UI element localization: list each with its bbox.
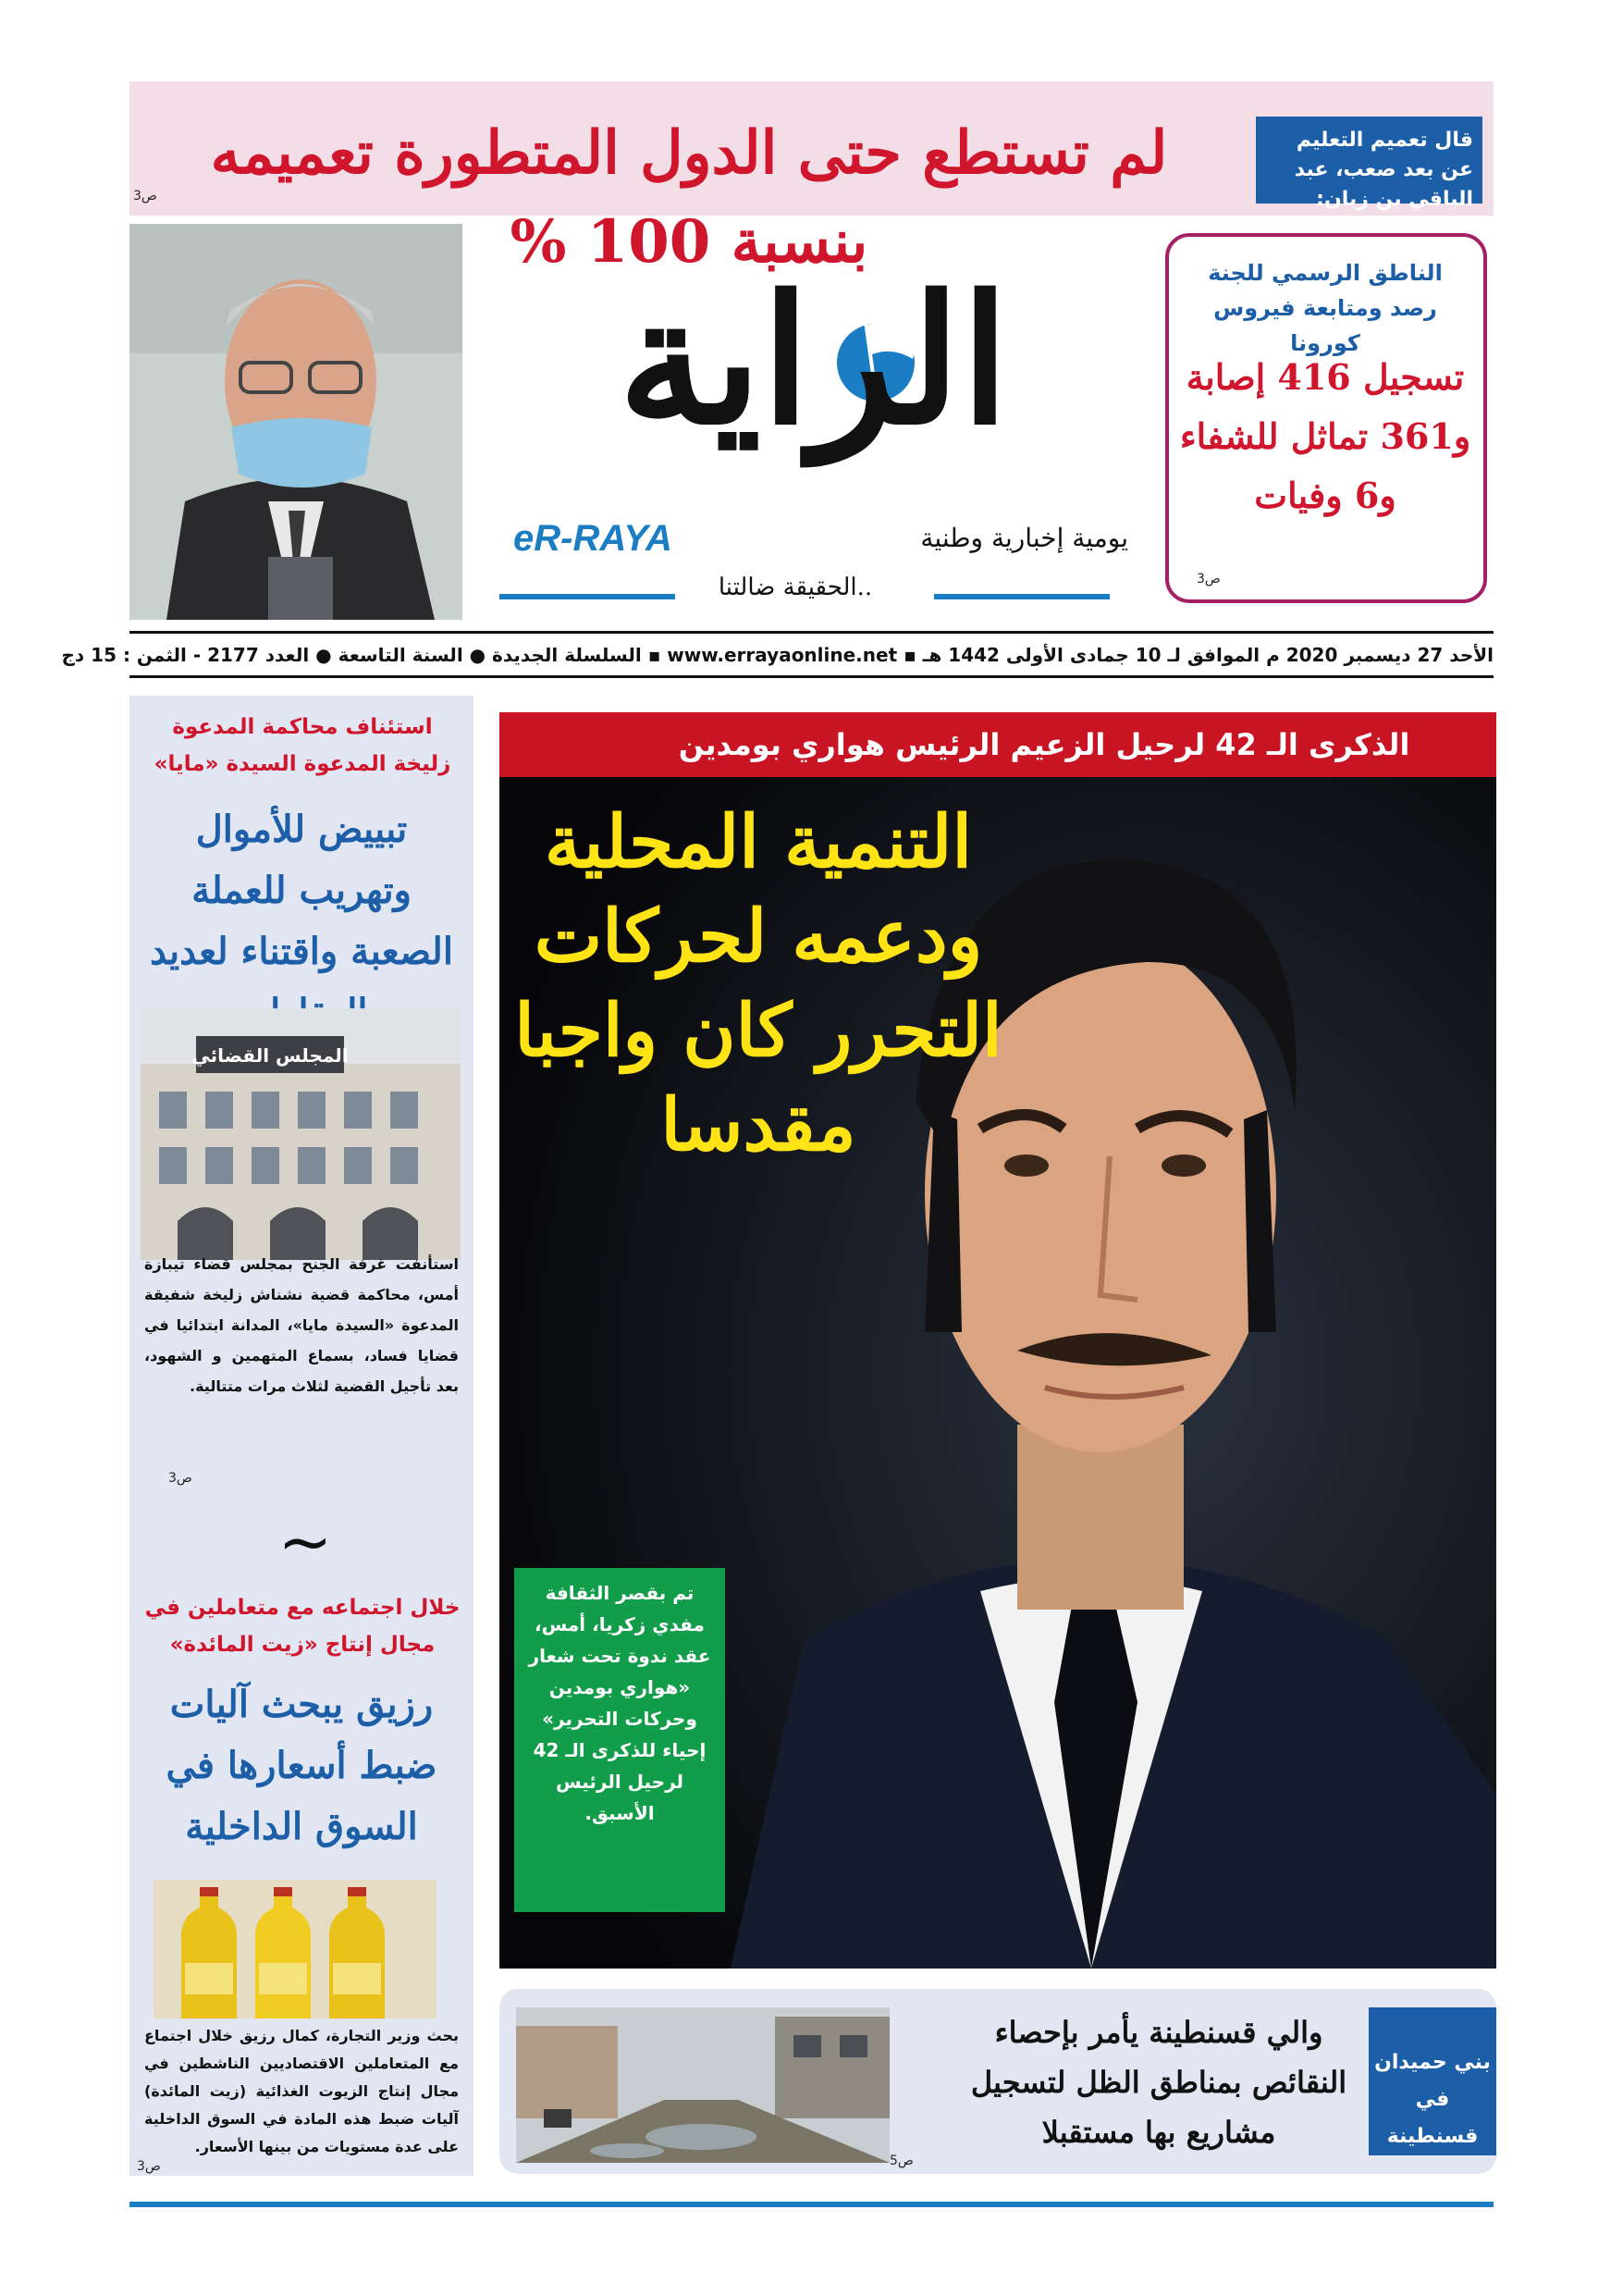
sidebar-story2-headline[interactable]: رزيق يبحث آليات ضبط أسعارها في السوق الداخلية [166,1683,437,1848]
sidebar-story1-kicker: استئناف محاكمة المدعوة زليخة المدعوة السيدة «مايا» [154,715,451,776]
street-photo [516,2007,890,2163]
logo-slogan: ..الحقيقة ضالتنا [718,574,873,601]
logo-tagline: يومية إخبارية وطنية [920,523,1128,553]
page-ref: ص3 [168,1471,192,1486]
street-illustration [516,2007,890,2163]
logo-arabic: الراية [618,257,1010,463]
portrait-photo [129,224,462,620]
tilde-separator: ~ [277,1504,333,1580]
corona-kicker: الناطق الرسمي للجنة رصد ومتابعة فيروس كورونا [1208,260,1443,356]
bottom-headline[interactable]: والي قسنطينة يأمر بإحصاء النقائص بمناطق الظل لتسجيل مشاريع بها مستقبلا [970,2015,1347,2150]
sidebar-story2-kicker: خلال اجتماعه مع متعاملين في مجال إنتاج «زيت المائدة» [144,1596,461,1657]
page-ref: ص3 [133,189,157,204]
dateline: الأحد 27 ديسمبر 2020 م الموافق لـ 10 جمادى الأولى 1442 هـ ▪ www.errayaonline.net ▪ السلسلة الجديدة ● السنة التاسعة ● العدد 2177 - الثمن : 15 دج [61,644,1494,666]
main-teaser: تم بقصر الثقافة مفدي زكريا، أمس، عقد ندوة تحت شعار «هواري بومدين وحركات التحرير» إحياء للذكرى الـ 42 لرحيل الرئيس الأسبق. [514,1568,725,1912]
masthead [481,231,1147,666]
divider [129,675,1494,678]
courthouse-illustration [141,1008,461,1260]
sidebar-story2-body: بحث وزير التجارة، كمال رزيق خلال اجتماع مع المتعاملين الاقتصاديين الناشطين في مجال إنتاج الزيوت الغذائية (زيت المائدة) آليات ضبط هذه المادة في السوق الداخلية على عدة مستويات من بينها الأسعار. [144,2027,459,2155]
sidebar [129,696,473,2176]
divider [129,631,1494,634]
top-quote-box: قال تعميم التعليم عن بعد صعب، عبد الباقي بن زيان: [1256,117,1482,204]
top-banner [129,81,1494,277]
courthouse-photo [141,1008,461,1260]
bottom-kicker: بني حميدان في قسنطينة [1369,2007,1496,2155]
oil-bottles-illustration [154,1880,436,2018]
page-ref: ص3 [1197,572,1221,586]
page-ref: ص5 [890,2154,914,2168]
page-ref: ص3 [137,2159,161,2174]
top-headline[interactable]: لم تستطع حتى الدول المتطورة تعميمه بنسبة 100 % [210,118,1168,277]
footer-rule [129,2202,1494,2207]
page-ref: ص3 [473,781,498,796]
main-headline[interactable]: التنمية المحلية ودعمه لحركات التحرر كان واجبا مقدسا [514,800,1002,1167]
logo-roman: eR-RAYA [513,518,672,559]
slogan-rule [499,594,675,599]
main-kicker: الذكرى الـ 42 لرحيل الزعيم الرئيس هواري بومدين [499,712,1496,777]
oil-bottles-photo [154,1880,436,2018]
bottom-story[interactable] [499,1989,1496,2174]
sidebar-story1-body: استأنفت غرفة الجنح بمجلس قضاء تيبازة أمس، محاكمة قضية نشناش زليخة شفيقة المدعوة «السيدة مايا»، المدانة ابتدائيا في قضايا فساد، بسماع المتهمين و الشهود، بعد تأجيل القضية لثلاث مرات متتالية. [144,1255,459,1395]
courthouse-sign: المجلس القضائي [191,1044,349,1067]
corona-headline[interactable]: تسجيل 416 إصابة و361 تماثل للشفاء و6 وفيات [1179,356,1471,516]
corona-box[interactable] [1165,233,1487,603]
sidebar-story1-headline[interactable]: تبييض للأموال وتهريب للعملة الصعبة واقتناء لعديد [150,808,453,973]
portrait-illustration [129,224,462,620]
main-story[interactable] [473,712,1496,1969]
slogan-rule [934,594,1110,599]
